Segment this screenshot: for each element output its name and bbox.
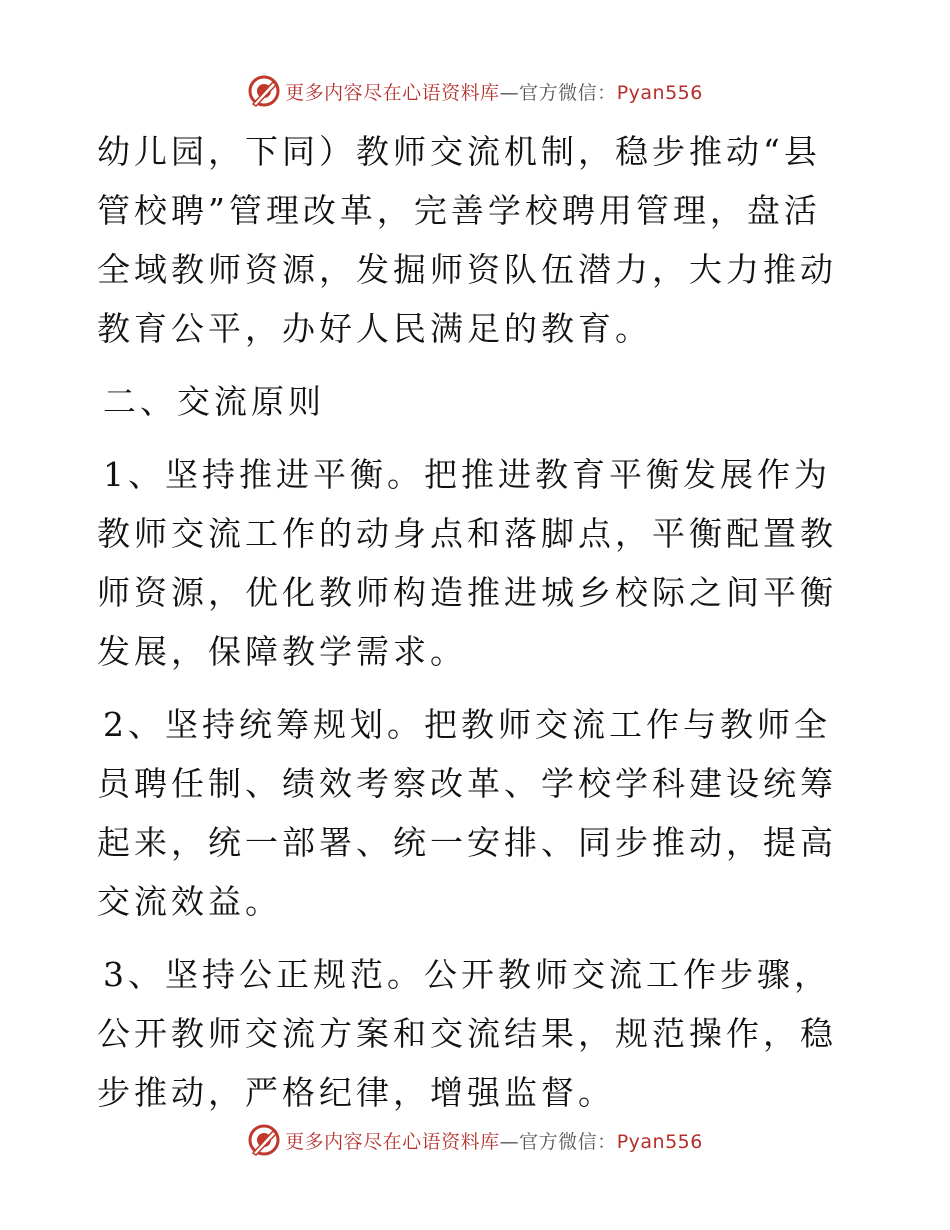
watermark-sub: 官方微信： <box>519 1130 617 1153</box>
footer-watermark <box>0 1120 950 1160</box>
watermark-text <box>285 78 703 105</box>
pen-logo-icon <box>247 1123 281 1157</box>
watermark-main: 更多内容尽在心语资料库 <box>285 81 500 104</box>
watermark-main: 更多内容尽在心语资料库 <box>285 1130 500 1153</box>
watermark-text <box>285 1127 703 1154</box>
section-heading: 二、交流原则 <box>103 382 325 421</box>
paragraph-principle-3: 3、坚持公正规范。公开教师交流工作步骤，公开教师交流方案和交流结果，规范操作，稳步推动，严格纪律，增强监督。 <box>97 955 837 1112</box>
watermark-sub: 官方微信： <box>519 81 617 104</box>
watermark-dash: — <box>499 81 520 104</box>
watermark-id: Pyan556 <box>616 1130 703 1153</box>
paragraph-principle-2: 2、坚持统筹规划。把教师交流工作与教师全员聘任制、绩效考察改革、学校学科建设统筹起来，统一部署、统一安排、同步推动，提高交流效益。 <box>97 705 837 921</box>
watermark-dash: — <box>499 1130 520 1153</box>
pen-logo-icon <box>247 74 281 108</box>
header-watermark <box>0 71 950 111</box>
document-body <box>97 122 857 1122</box>
paragraph-intro: 幼儿园，下同）教师交流机制，稳步推动“县管校聘”管理改革，完善学校聘用管理，盘活全域教师资源，发掘师资队伍潜力，大力推动教育公平，办好人民满足的教育。 <box>97 132 837 348</box>
paragraph-principle-1: 1、坚持推进平衡。把推进教育平衡发展作为教师交流工作的动身点和落脚点，平衡配置教师资源，优化教师构造推进城乡校际之间平衡发展，保障教学需求。 <box>97 455 837 671</box>
watermark-id: Pyan556 <box>616 81 703 104</box>
